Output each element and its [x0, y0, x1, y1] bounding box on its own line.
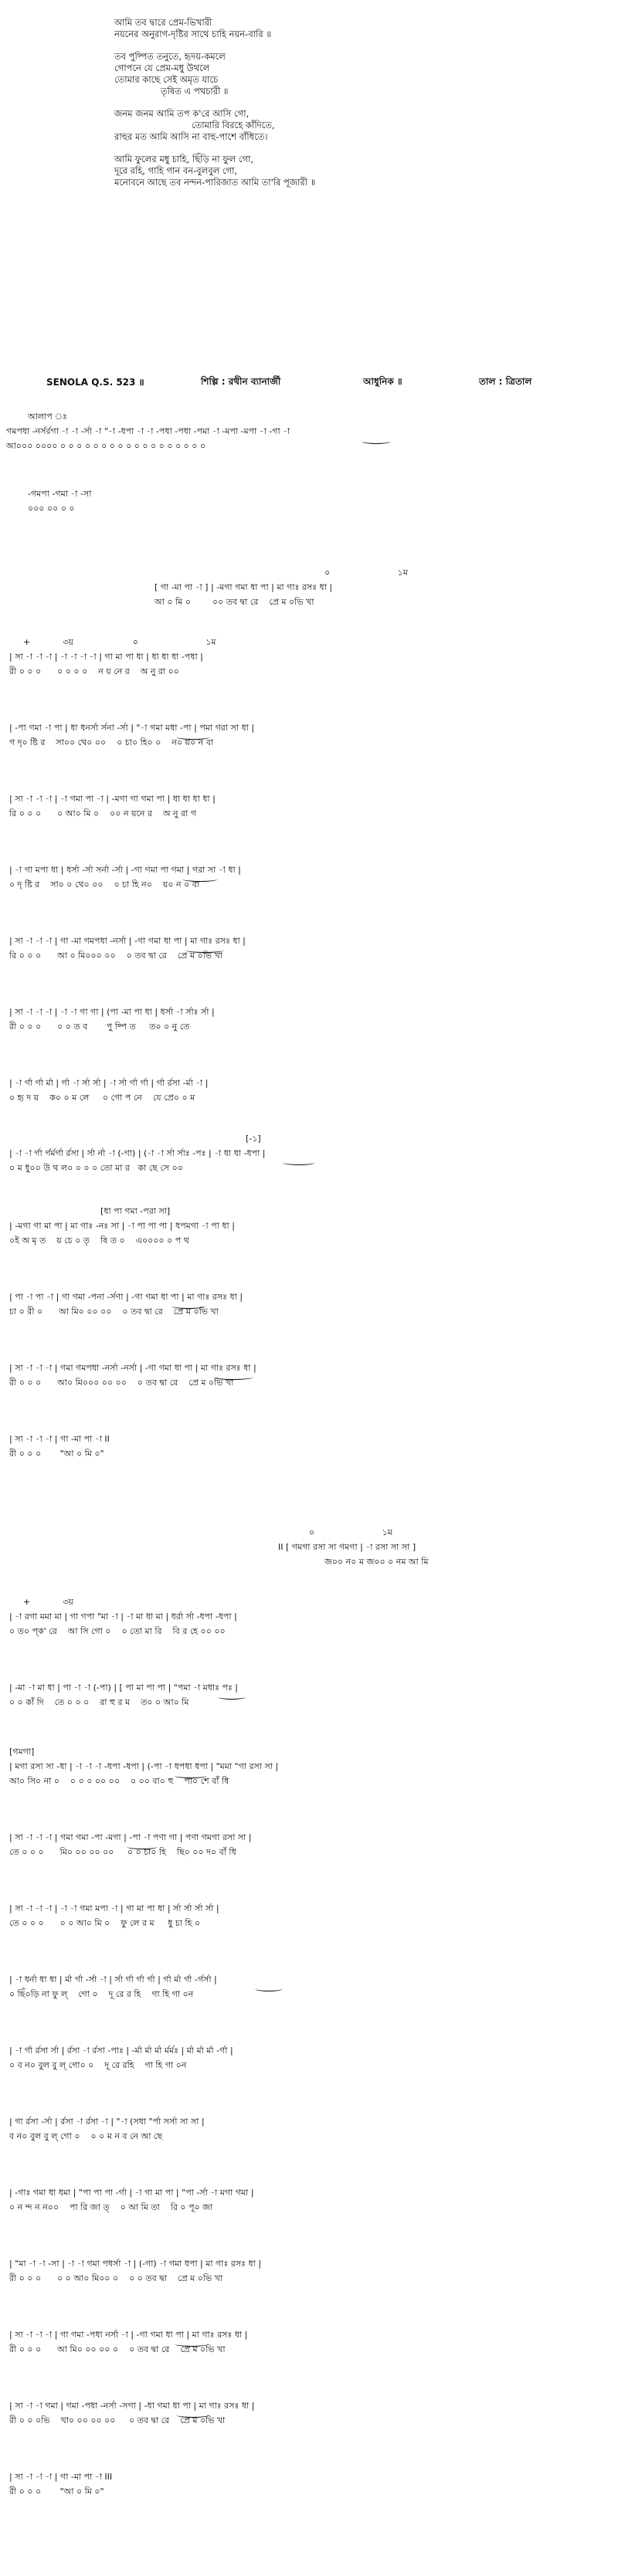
notation-line: ০ ত০ প্ক' রে আ সি গো ০ ০ তো মা রি বি র হে ০০ ০০ [9, 1626, 226, 1636]
lyrics-line: গোপনে যে প্রেম-মধু উথলে [114, 63, 210, 73]
notation-line: রি ০ ০ ০ আ ০ মি০০০ ০০ ০ তব দ্বা রে প্রে ম ০ভি খা [9, 951, 223, 961]
notation-line: | -া -া র্গা র্গর্মর্গা র্রসা | র্সা র্না -া (-গা) | (-া -া র্সা র্সাঃ -পঃ | -া ধা ধা -ধপা | [9, 1148, 266, 1158]
slur-mark [171, 1303, 205, 1309]
slur-mark [255, 1986, 283, 1991]
slur-mark [218, 1694, 246, 1700]
notation-line: ০ ছিঁ০ড়ি না ফু ল্ গো ০ দূ রে র হি গা হি গা ০ন [9, 1989, 194, 1999]
notation-line: | সা -া -া -া | গা -মা পা -া II [9, 1434, 110, 1444]
notation-line: রী ০ ০ ০ আ মি০ ০০ ০০ ০ ০ তব দ্বা রে প্রে ম ০ভি খা [9, 2344, 226, 2354]
notation-line: | -া গা মপা ধা | ধর্সা -র্সা সর্না -র্সা | -গা গমা পা গমা | গরা সা -া ধা | [9, 865, 241, 875]
notation-line: রী ০ ০ ০ ০ ০ আ০ মি০০ ০ ০ ০ তব দ্বা প্রে ম ০ভি খা [9, 2273, 223, 2283]
notation-line: ব ন০ বুল বু ল্ গো ০ ০ ০ ম ন ব নে আ ছে [9, 2131, 163, 2141]
notation-line: চা ০ রী ০ আ মি০ ০০ ০০ ০ তব দ্বা রে প্রে ম ০ভি খা [9, 1307, 219, 1317]
slur-mark [175, 2341, 209, 2347]
notation-line: রী ০ ০ ০ "আ ০ মি ০" [9, 1449, 104, 1459]
notation-line: রী ০ ০ ০ "আ ০ মি ০" [9, 2486, 104, 2496]
slur-mark [213, 1374, 253, 1380]
notation-line: | সা -া -া -া | -া -া গমা মপা -া | গা মা পা ধা | র্সা র্সা র্সা র্সা | [9, 1903, 219, 1913]
notation-line: ০ ০ কাঁ দি তে ০ ০ ০ রা হু র ম ত০ ০ আ০ মি [9, 1697, 189, 1707]
record-number: SENOLA Q.S. 523 ॥ [46, 377, 144, 388]
notation-line: [ গা -মা পা -া ] | -মগা গমা ধা পা | মা গাঃ রসঃ ধা | [154, 582, 333, 592]
artist-credit: শিল্পি : রথীন ব্যানার্জী [201, 376, 281, 387]
notation-line: | সা -া -া -া | গমা গমপধা -নর্সা -নর্সা | -গা গমা ধা পা | মা গাঃ রসঃ ধা | [9, 1363, 256, 1373]
notation-line: + ৩য় [23, 1597, 73, 1607]
notation-line: তে ০ ০ ০ মি০ ০০ ০০ ০০ ০ ০ চা০ হি ছি০ ০০ দ০ বাঁ ধি [9, 1847, 236, 1857]
lyrics-stanza [114, 17, 547, 40]
notation-line: আ০০০ ০০০০ ০ ০ ০ ০ ০ ০ ০ ০ ০ ০ ০ ০ ০ ০ ০ ০ ০ ০ [6, 441, 206, 451]
notation-line: -গমপা -গমা -া -সা [28, 489, 92, 499]
notation-line: ০ ব ন০ বুল বু ল্ গো০ ০ দূ রে রহি গা হি গা ০ন [9, 2060, 187, 2070]
notation-line: | সা -া -া -া | -া -া গা গা | (পা -মা পা ধা | ধর্সা -া র্সাঃ র্সা | [9, 1007, 215, 1017]
notation-line: ০ ন ন্দ ন ন০০ পা রি জা ত্ ০ আ মি তা রি ০ পূ০ জা [9, 2202, 213, 2212]
slur-mark [182, 876, 218, 882]
slur-mark [185, 947, 224, 953]
notation-line: রী ০ ০ ০ আ০ মি০০০ ০০ ০০ ০ তব দ্বা রে প্রে ম ০ভি খা [9, 1378, 234, 1388]
notation-line: | সা -া -া -া | -া -া -া -া | গা মা পা ধা | ধা ধা ধা -পধা | [9, 652, 203, 662]
notation-line: | -মগা গা মা পা | মা গাঃ -নঃ সা | -া পা পা পা | ধপমগা -া পা ধা | [9, 1221, 235, 1231]
notation-line: | -া ধর্না ধা ধা | র্মা র্গা -র্সা -া | র্সা র্গা র্গা র্গা | র্গা র্মা র্গা -র্গর্সা | [9, 1974, 217, 1985]
notation-line: আ ০ মি ০ ০০ তব দ্বা রে প্রে ম ০ভি খা [154, 597, 314, 607]
notation-line: রী ০ ০ ০ ০ ০ ত ব পু ষ্পি ত ত০ ০ নু তে [9, 1022, 190, 1032]
slur-mark [362, 439, 391, 444]
notation-line: ০ ম ধু০০ উ থ ল০ ০ ০ ০ তো মা র কা ছে সে ০০ [9, 1163, 183, 1173]
slur-mark [283, 1160, 315, 1165]
notation-line: II [ গমগা রসা সা গমগা | -া রসা সা সা ] [278, 1542, 416, 1552]
notation-line: ০০০ ০০ ০ ০ [28, 503, 75, 514]
notation-line: | গা র্রসা -র্সা | র্রসা -া র্রসা -া | "-া (সধা "র্পা সর্সা সা সা | [9, 2117, 205, 2127]
lyrics-line: মনোবনে আছে তব নন্দন-পারিজাত আমি তা'রি পূজারী ॥ [114, 177, 316, 188]
notation-line: | মগা রসা সা -ধা | -া -া -া -ধপা -ধপা | (-পা -া ধপধা ধপা | "মমা "গা রসা সা | [9, 1761, 279, 1771]
notation-line: গমপধা -নর্সর্রগা -া -া -র্সা -া "-া -ধপা -া -া -পধা -পধা -পমা -া -মপা -মপা -া -গা -া [6, 426, 290, 436]
notation-line: আ০ সি০ না ০ ০ ০ ০ ০০ ০০ ০ ০০ বা০ হু পা০ শে বাঁ ধি [9, 1776, 229, 1786]
notation-line: + ৩য় ০ ১ম [23, 637, 216, 647]
lyrics-line: জনম জনম আমি তপ ক'রে আসি গো, [114, 108, 250, 119]
lyrics-line: আমি ফুলের মধু চাহি, ছিঁড়ি না ফুল গো, [114, 154, 254, 164]
lyrics-line: আমি তব দ্বারে প্রেম-ভিখারী [114, 17, 212, 28]
slur-mark [175, 1773, 207, 1778]
notation-line: গ দৃ০ ষ্টি র সা০০ থে০ ০০ ০ চা০ হি০ ০ ন০ য়০ ন বা [9, 737, 214, 747]
notation-line: | সা -া -া -া | গা -মা পা -া III [9, 2472, 113, 2482]
notation-line: | সা -া -া গমা | গমা -পধা -নর্সা -সগা | -ধা গমা ধা পা | মা গাঃ রসঃ ধা | [9, 2401, 255, 2411]
notation-line: [ধা পা গমা -পরা সা] [100, 1206, 171, 1216]
notation-line: [-১] [246, 1134, 261, 1144]
notation-line: | -া র্গা র্গা র্মা | র্গা -া র্সা র্সা | -া র্সা র্গা র্গা | র্গা র্রসা -র্মা -া | [9, 1078, 209, 1088]
slur-mark [127, 1844, 158, 1849]
notation-line: তে ০ ০ ০ ০ ০ আ০ মি ০ ফু লে র ম ধু চা হি ০ [9, 1918, 200, 1928]
lyrics-stanza [114, 108, 547, 143]
notation-line: | সা -া -া -া | গা গমা -পধা নর্সা -া | -গা গমা ধা পা | মা গাঃ রসঃ ধা | [9, 2330, 248, 2340]
notation-line: ০ দৃ ষ্টি র সা০ ০ থে০ ০০ ০ চা হি ন০ য়০ ন ০ বা [9, 880, 200, 890]
notation-line: আলাপ ঃ [28, 412, 67, 422]
lyrics-block [114, 17, 547, 199]
notation-line: জ০০ ন০ ম জ০০ ০ নম আ মি [324, 1557, 429, 1567]
notation-line: | -মা -া মা ধা | পা -া -া (-পা) | [ পা মা পা পা | "পমা -া মধাঃ পঃ | [9, 1683, 239, 1693]
notation-line: | সা -া -া -া | -া গমা পা -া | -মগা গা গমা পা | ধা ধা ধা ধা | [9, 794, 216, 804]
lyrics-line: দূরে রহি, গাহি গান বন-বুলবুল গো, [114, 165, 238, 176]
lyrics-line: তব পুষ্পিত তনুতে, হৃদয়-কমলে [114, 51, 226, 62]
notation-line: | "মা -া -া -সা | -া -া গমা পধর্সা -া | (-গা) -া গমা ধপা | মা গাঃ রসঃ ধা | [9, 2259, 262, 2269]
lyrics-line: তোমারি বিরহে কাঁদিতে, [192, 120, 275, 130]
lyrics-line: নয়নের অনুরাগ-দৃষ্টির সাথে চাহি নয়ন-বারি ॥ [114, 29, 271, 39]
slur-mark [176, 734, 210, 740]
lyrics-stanza [114, 154, 547, 188]
notation-line: | -া র্গা র্রসা র্সা | র্রসা -া র্রসা -পাঃ | -র্মা র্মা র্মা র্মর্মঃ | র্মা র্মা র্মা -র্গা | [9, 2046, 233, 2056]
notation-line: [গমগা] [9, 1747, 35, 1757]
notation-line: | -পা গমা -া পা | ধা ধনর্সা র্সনা -র্সা | "-া গমা মধা -পা | পমা গরা সা ধা | [9, 723, 255, 733]
lyrics-line: রাহুর মত আমি আসি না বাহু-পাশে বাঁধিতে। [114, 131, 268, 142]
lyrics-stanza [114, 51, 547, 97]
slur-mark [176, 2412, 210, 2418]
lyrics-line: তোমার কাছে সেই অমৃত যাচে [114, 74, 219, 85]
notation-line: ০ই অ মৃ ত য় চে ০ তৃ ষি ত ০ এ০০০০ ০ প থ [9, 1235, 189, 1246]
notation-line: | -া রগা মমা মা | গা গপা "মা -া | -া মা ধা মা | ধর্রা র্সা -ধপা -ধপা | [9, 1612, 237, 1622]
tala-label: তাল : ত্রিতাল [479, 376, 532, 387]
notation-line: ০ হৃ দ য় ক০ ০ ম লে ০ গো প নে যে প্রে০ ০ ম [9, 1093, 195, 1103]
genre-label: আধুনিক ॥ [363, 376, 402, 387]
notation-line: | সা -া -া -া | গা -মা গমপধা -নর্সা | -গা গমা ধা পা | মা গাঃ রসঃ ধা | [9, 936, 246, 946]
notation-line: রী ০ ০ ০ ০ ০ ০ ০ ন য় নে র অ নু রা ০০ [9, 666, 179, 676]
notation-line: | পা -া পা -া | গা গমা -পনা -র্সণা | -গা গমা ধা পা | মা গাঃ রসঃ ধা | [9, 1292, 243, 1302]
notation-line: রি ০ ০ ০ ০ আ০ মি ০ ০০ ন য়নে র অ নু রা গ [9, 808, 197, 819]
notation-line: | সা -া -া -া | গমা গমা -পা -মগা | -পা -া পণা গা | পণা গমগা রসা সা | [9, 1832, 252, 1842]
lyrics-line: তৃষিত এ পথচারী ॥ [161, 86, 229, 97]
notation-line: ০ ১ম [309, 1527, 392, 1537]
notation-line: রী ০ ০ ০ভি খা০ ০০ ০০ ০০ ০ তব দ্বা রে প্রে ম ০ভি খা [9, 2415, 226, 2425]
notation-line: ০ ১ম [324, 568, 408, 578]
notation-line: | -গাঃ গমা ধা ধমা | "পা পা পা -র্গা | -া গা মা পা | "পা -র্সা -া মগা গমা | [9, 2188, 254, 2198]
